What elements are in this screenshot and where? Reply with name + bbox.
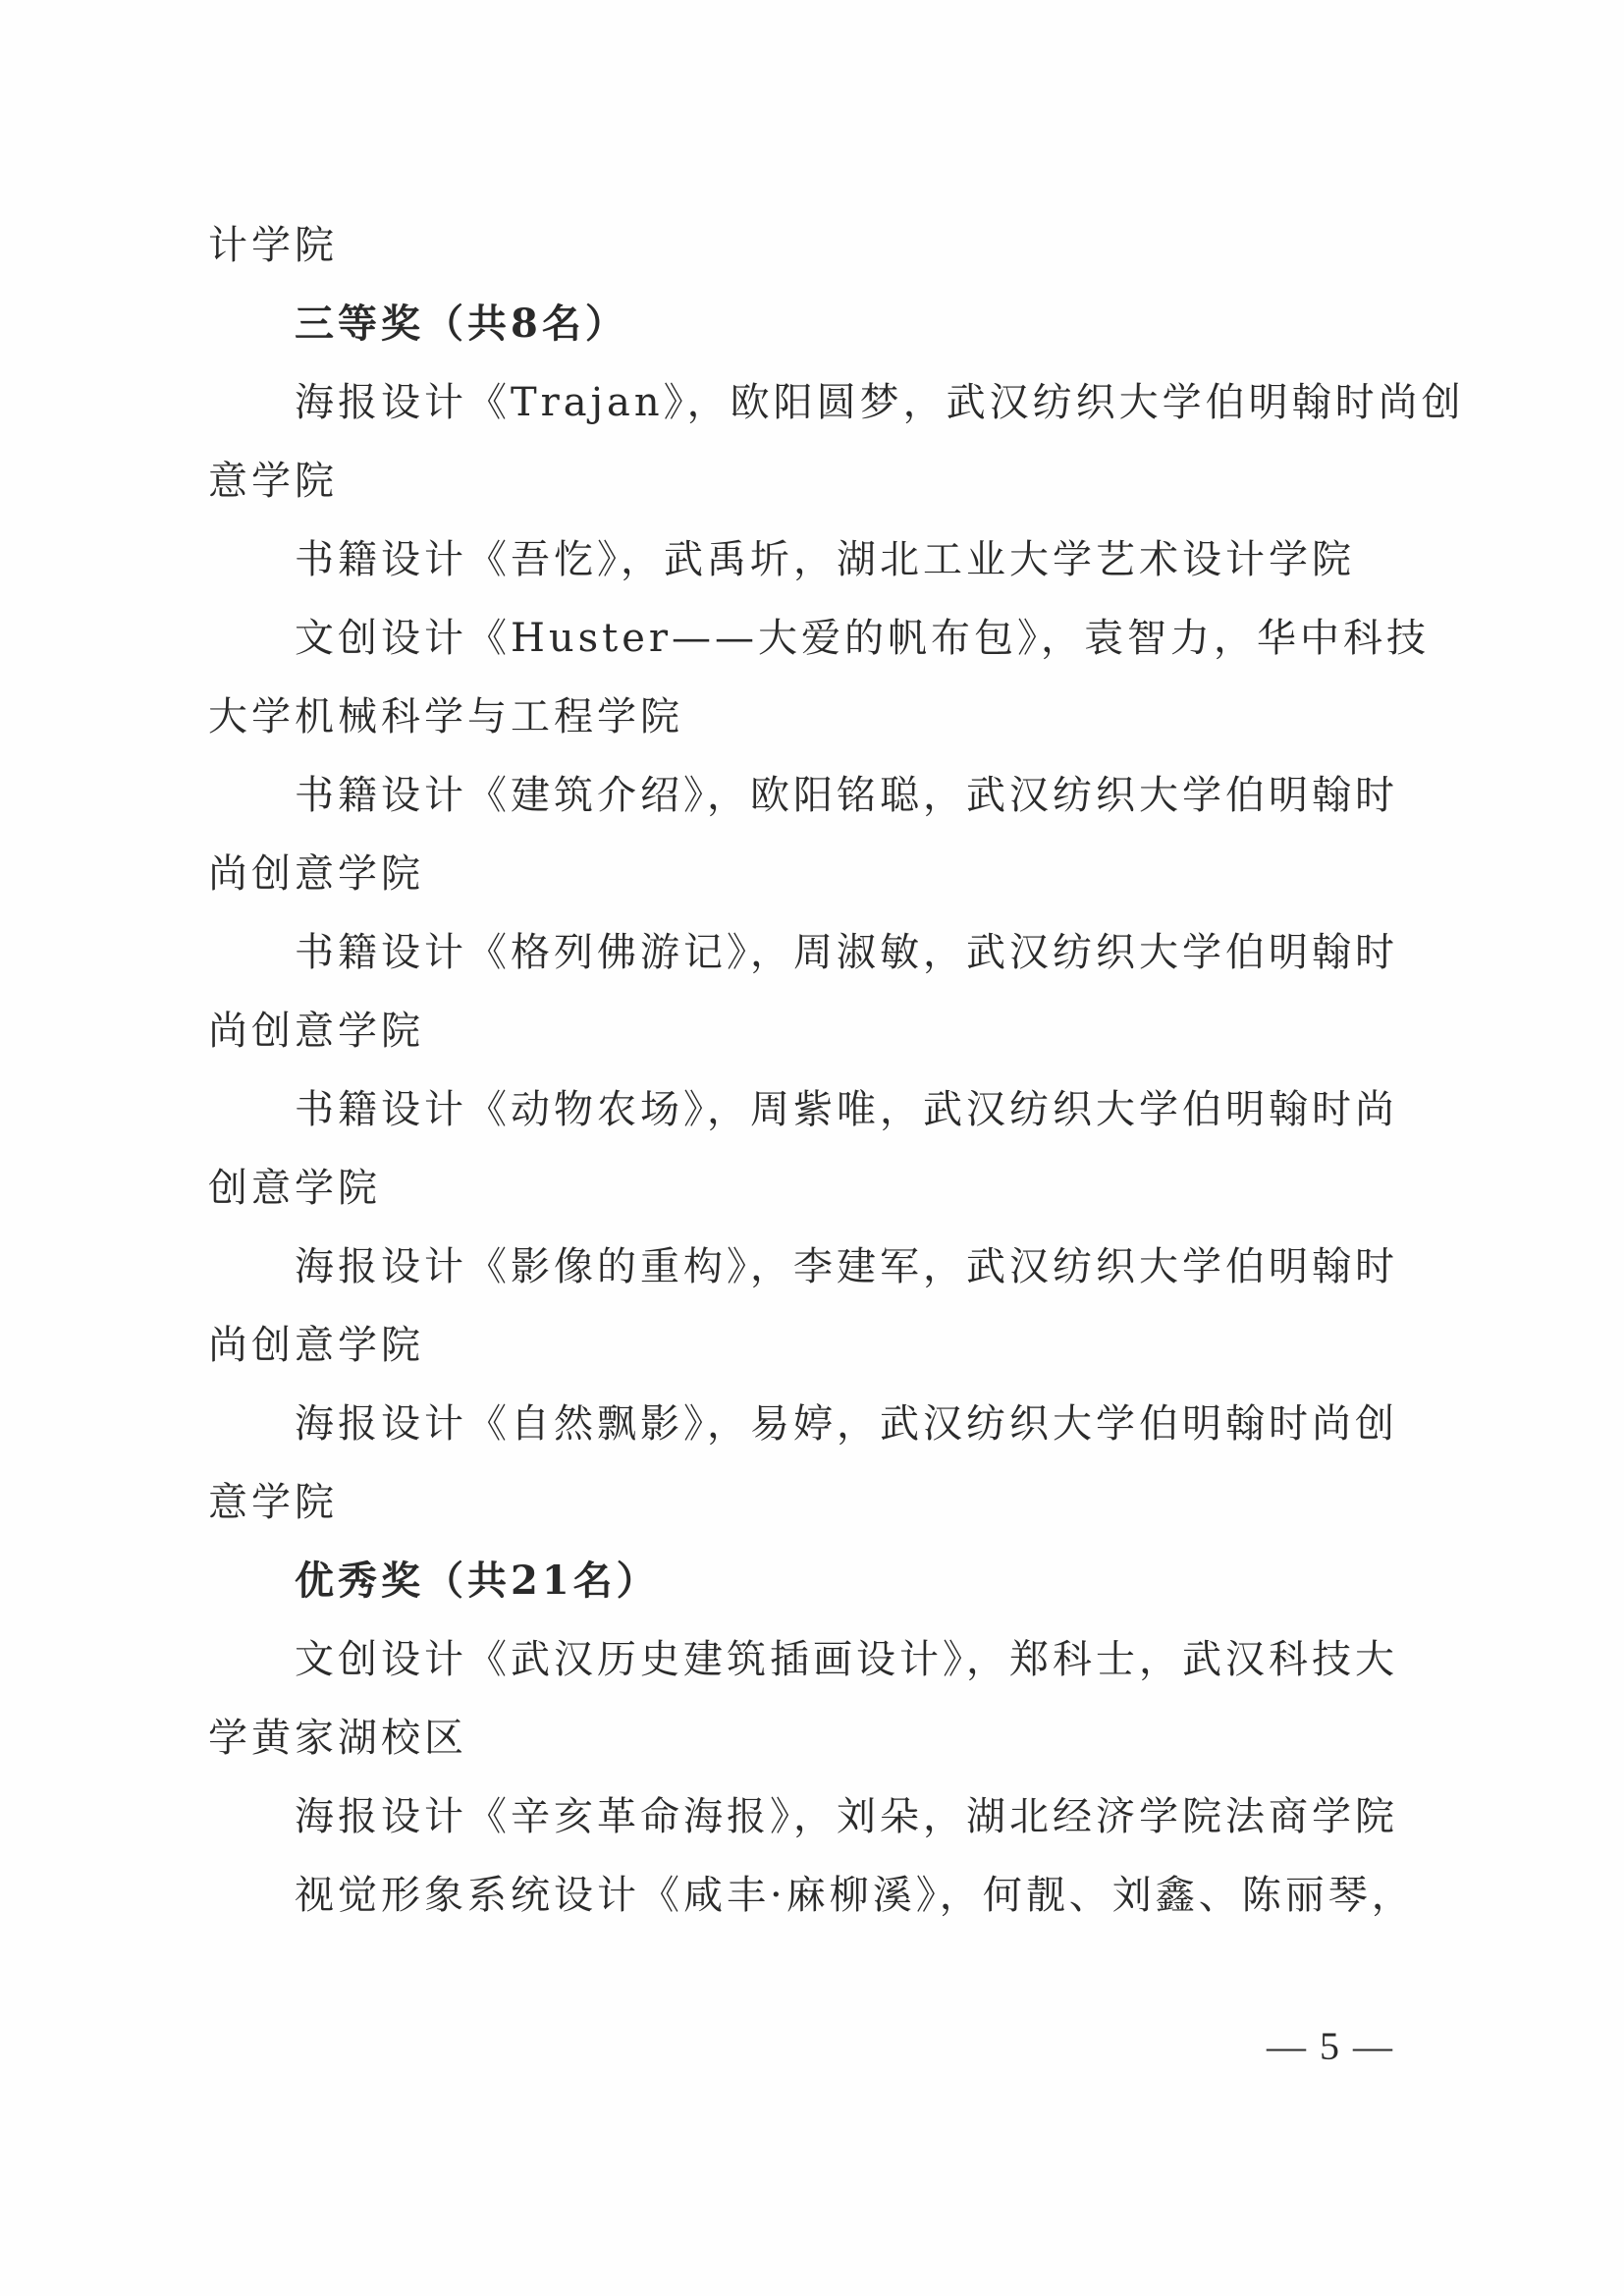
award-entry: 书籍设计《建筑介绍》，欧阳铭聪，武汉纺织大学伯明翰时 <box>295 773 1398 818</box>
text-line: 学黄家湖校区 <box>208 1716 467 1761</box>
text-line: 尚创意学院 <box>208 1009 424 1054</box>
text-line: 尚创意学院 <box>208 851 424 897</box>
text-line: 大学机械科学与工程学院 <box>208 694 683 739</box>
page-number: — 5 — <box>1267 2024 1394 2068</box>
document-body <box>208 206 1465 1935</box>
award-entry: 文创设计《武汉历史建筑插画设计》，郑科士，武汉科技大 <box>295 1637 1398 1682</box>
award-entry: 书籍设计《动物农场》，周紫唯，武汉纺织大学伯明翰时尚 <box>295 1087 1398 1132</box>
award-entry: 海报设计《自然飘影》，易婷，武汉纺织大学伯明翰时尚创 <box>295 1401 1398 1447</box>
text-line: 计学院 <box>208 223 338 268</box>
text-line: 意学院 <box>208 1480 338 1525</box>
award-entry: 书籍设计《吾忔》，武禹圻，湖北工业大学艺术设计学院 <box>295 537 1355 582</box>
award-entry: 海报设计《Trajan》，欧阳圆梦，武汉纺织大学伯明翰时尚创 <box>295 380 1465 425</box>
text-line: 尚创意学院 <box>208 1323 424 1368</box>
text-line: 意学院 <box>208 459 338 504</box>
text-line: 创意学院 <box>208 1166 381 1211</box>
award-entry: 海报设计《辛亥革命海报》，刘朵，湖北经济学院法商学院 <box>295 1794 1398 1839</box>
section-heading-excellence-prize: 优秀奖（共21名） <box>295 1558 660 1604</box>
section-heading-third-prize: 三等奖（共8名） <box>295 301 628 347</box>
award-entry: 视觉形象系统设计《咸丰·麻柳溪》，何靓、刘鑫、陈丽琴， <box>295 1873 1415 1918</box>
award-entry: 海报设计《影像的重构》，李建军，武汉纺织大学伯明翰时 <box>295 1244 1398 1289</box>
award-entry: 书籍设计《格列佛游记》，周淑敏，武汉纺织大学伯明翰时 <box>295 930 1398 975</box>
award-entry: 文创设计《Huster——大爱的帆布包》，袁智力，华中科技 <box>295 616 1431 661</box>
